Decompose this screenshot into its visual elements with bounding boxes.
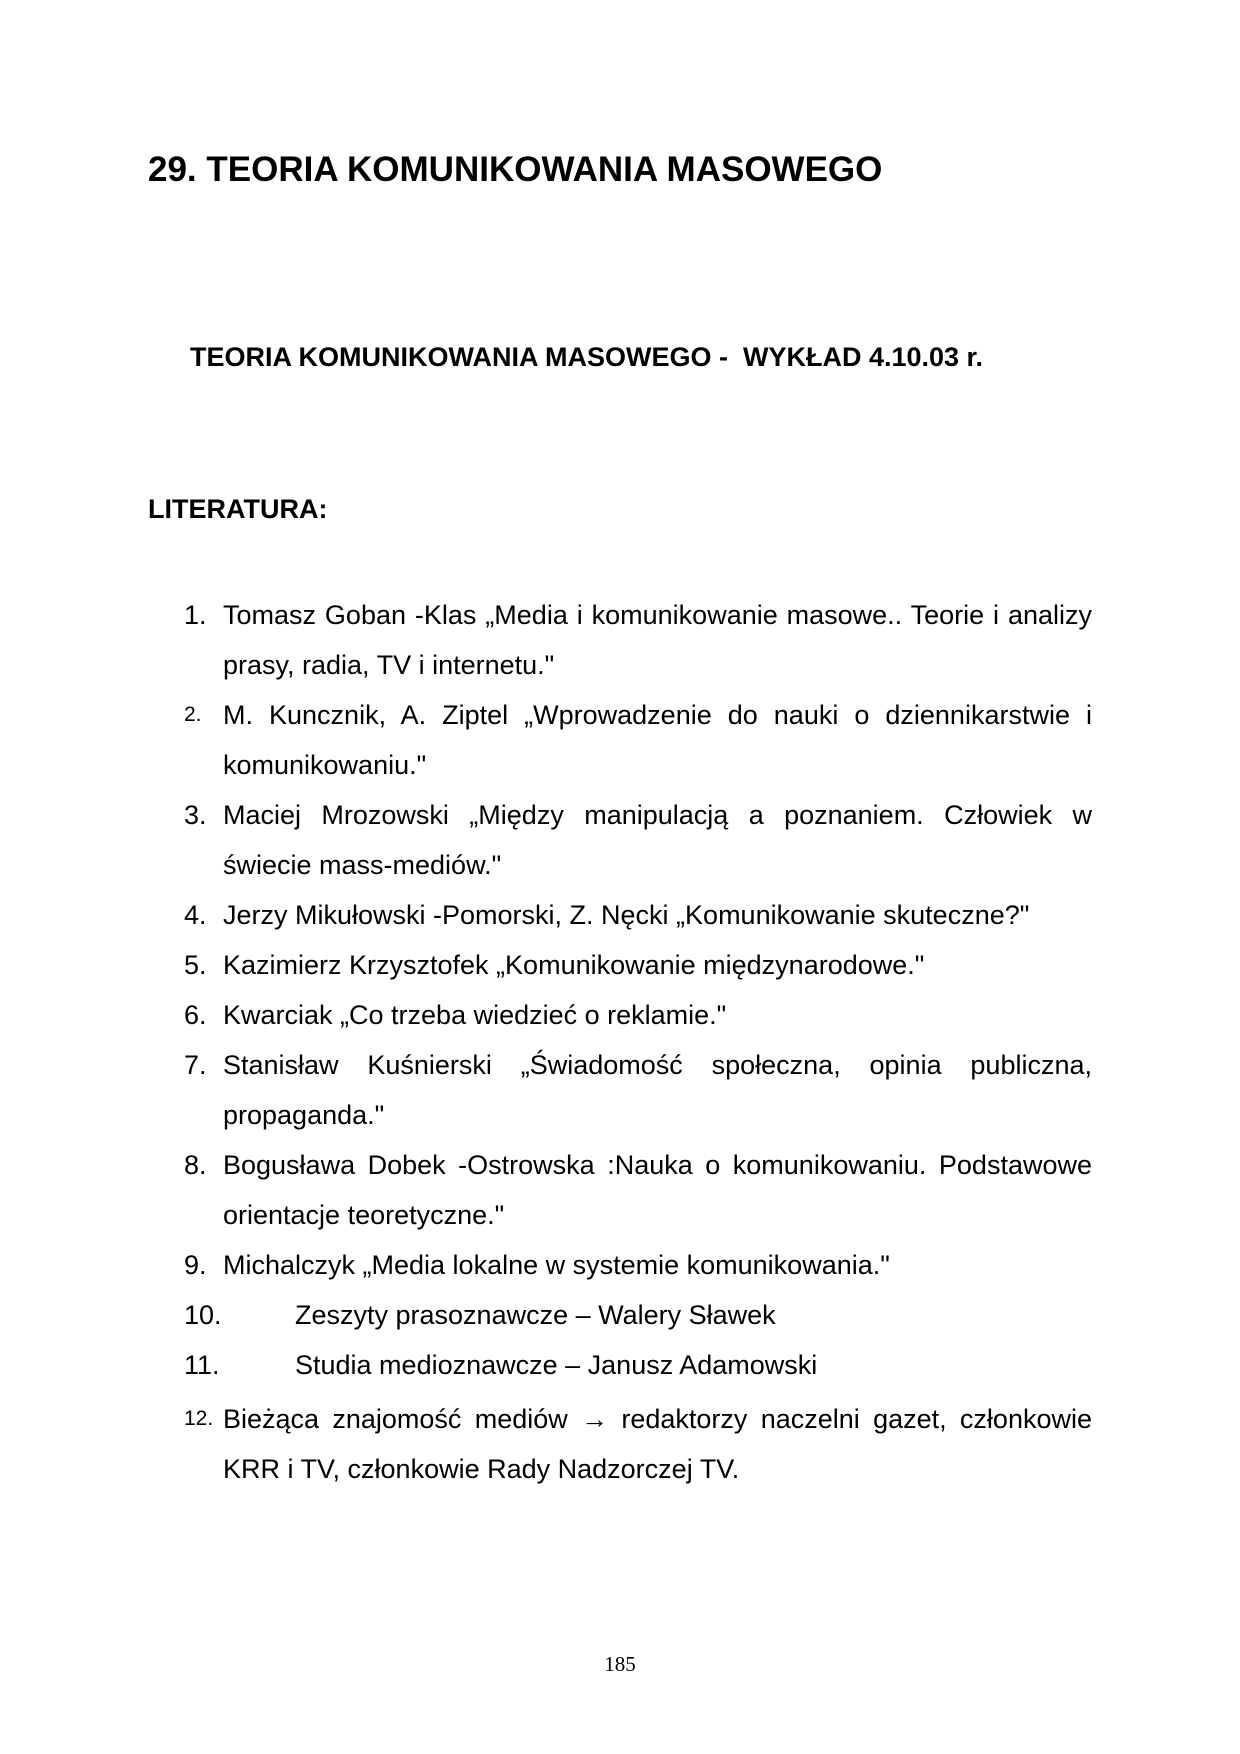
list-item-text: Stanisław Kuśnierski „Świadomość społeczna, opinia publiczna, propaganda." [223,1050,1092,1130]
list-item-number: 12. [184,1407,214,1430]
list-item-text: Zeszyty prasoznawcze – Walery Sławek [295,1300,776,1330]
list-item-text-before: Bieżąca znajomość mediów [223,1404,582,1434]
list-item-text: Jerzy Mikułowski -Pomorski, Z. Nęcki „Komunikowanie skuteczne?" [223,900,1030,930]
list-item-number: 8. [184,1150,207,1180]
list-item-number: 1. [184,600,207,630]
list-item-number: 3. [184,800,207,830]
list-item [184,940,1092,990]
list-item-number: 5. [184,950,207,980]
list-item-number: 9. [184,1250,207,1280]
list-item [184,590,1092,690]
list-item [184,890,1092,940]
list-item-text: Studia medioznawcze – Janusz Adamowski [295,1350,818,1380]
list-item-text: Maciej Mrozowski „Między manipulacją a poznaniem. Człowiek w świecie mass-mediów." [223,800,1092,880]
list-item [184,1340,1092,1390]
list-item [184,690,1092,790]
list-item [184,1290,1092,1340]
list-item-text: Kazimierz Krzysztofek „Komunikowanie międzynarodowe." [223,950,925,980]
list-item-text: Kwarciak „Co trzeba wiedzieć o reklamie." [223,1000,727,1030]
list-item-text: Bogusława Dobek -Ostrowska :Nauka o komunikowaniu. Podstawowe orientacje teoretyczne." [223,1150,1092,1230]
list-item-text: M. Kuncznik, A. Ziptel „Wprowadzenie do nauki o dziennikarstwie i komunikowaniu." [223,700,1092,780]
list-item-number: 4. [184,900,207,930]
list-item-number: 7. [184,1050,207,1080]
arrow-right-icon: → [581,1404,609,1434]
list-item-text: Tomasz Goban -Klas „Media i komunikowanie masowe.. Teorie i analizy prasy, radia, TV i internetu." [223,600,1092,680]
list-item [184,1240,1092,1290]
list-item-number: 2. [184,703,202,726]
list-item-number: 6. [184,1000,207,1030]
lecture-subtitle: TEORIA KOMUNIKOWANIA MASOWEGO - WYKŁAD 4.10.03 r. [190,342,984,372]
page-title: 29. TEORIA KOMUNIKOWANIA MASOWEGO [148,150,883,189]
list-item-text-after: redaktorzy naczelni gazet, członkowie KRR i TV, członkowie Rady Nadzorczej TV. [223,1404,1092,1484]
list-item-text: Michalczyk „Media lokalne w systemie komunikowania." [223,1250,890,1280]
list-item [184,1140,1092,1240]
literature-heading: LITERATURA: [148,494,328,524]
list-item-number: 11. [184,1350,220,1380]
list-item [184,990,1092,1040]
list-item-number: 10. [184,1300,222,1330]
list-item [184,790,1092,890]
list-item [184,1040,1092,1140]
list-item [184,1394,1092,1494]
page-number: 185 [604,1652,636,1676]
literature-list [184,590,1092,1494]
